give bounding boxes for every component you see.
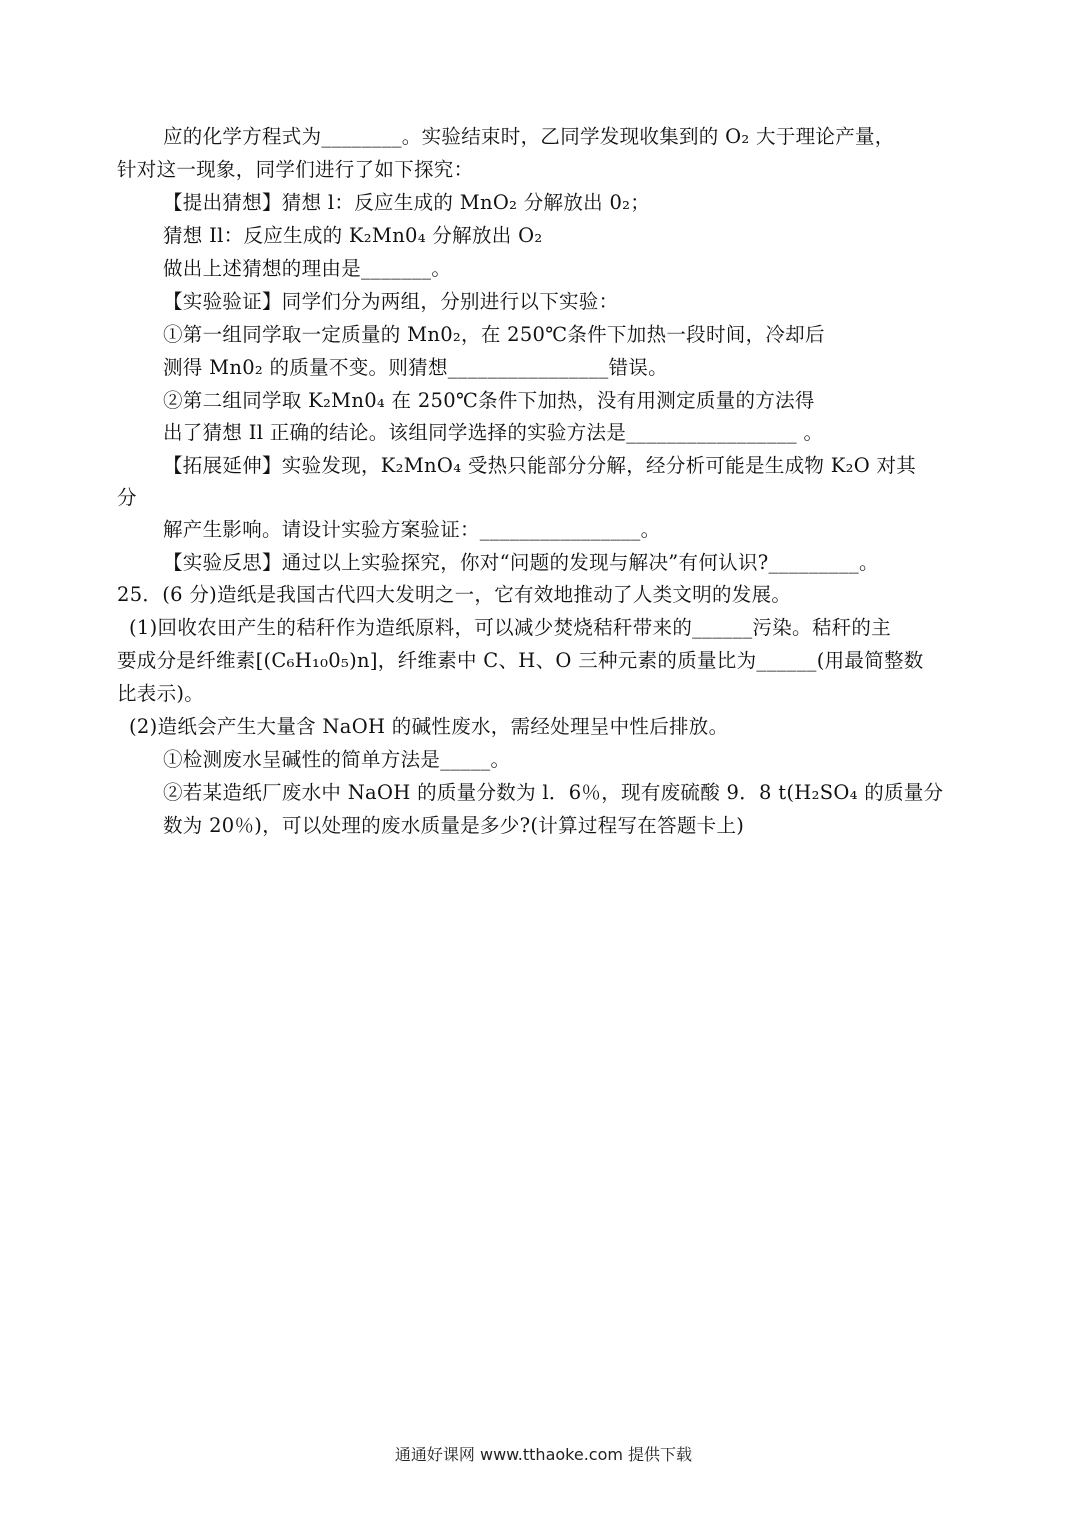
text-line: 解产生影响。请设计实验方案验证：________________。 [163,518,661,541]
text-line: 分 [117,486,137,509]
text-line: ②若某造纸厂废水中 NaOH 的质量分数为 l．6％，现有废硫酸 9．8 t(H₂SO₄ 的质量分 [163,781,944,804]
text-line: 测得 Mn0₂ 的质量不变。则猜想________________错误。 [163,356,668,379]
text-line: 猜想 Il：反应生成的 K₂Mn0₄ 分解放出 O₂ [163,224,543,247]
text-line: 【实验验证】同学们分为两组，分别进行以下实验： [163,290,619,313]
text-line: 比表示)。 [117,682,205,705]
page-footer: 通通好课网 www.tthaoke.com 提供下载 [394,1445,693,1464]
text-line: ①检测废水呈碱性的简单方法是_____。 [163,748,511,771]
text-line: 数为 20％)，可以处理的废水质量是多少?(计算过程写在答题卡上) [163,814,745,837]
text-line: 【拓展延伸】实验发现，K₂MnO₄ 受热只能部分分解，经分析可能是生成物 K₂O 对其 [163,454,917,477]
text-line: (2)造纸会产生大量含 NaOH 的碱性废水，需经处理呈中性后排放。 [129,715,729,738]
text-line: (1)回收农田产生的秸秆作为造纸原料，可以减少焚烧秸秆带来的______污染。秸秆的主 [129,616,892,639]
text-line: 针对这一现象，同学们进行了如下探究： [117,158,474,181]
text-line: 出了猜想 Il 正确的结论。该组同学选择的实验方法是_________________ 。 [163,421,824,444]
text-line: 应的化学方程式为________。实验结束时，乙同学发现收集到的 O₂ 大于理论产量， [163,125,895,148]
text-line: ②第二组同学取 K₂Mn0₄ 在 250℃条件下加热，没有用测定质量的方法得 [163,389,815,412]
question-heading: 25．(6 分)造纸是我国古代四大发明之一，它有效地推动了人类文明的发展。 [117,583,792,606]
text-line: 【实验反思】通过以上实验探究，你对“问题的发现与解决”有何认识?_________。 [163,551,879,574]
text-line: 【提出猜想】猜想 l：反应生成的 MnO₂ 分解放出 0₂； [163,191,651,214]
text-line: ①第一组同学取一定质量的 Mn0₂，在 250℃条件下加热一段时间，冷却后 [163,323,825,346]
text-line: 做出上述猜想的理由是_______。 [163,257,452,280]
text-line: 要成分是纤维素[(C₆H₁₀0₅)n]，纤维素中 C、H、O 三种元素的质量比为______(用最简整数 [117,649,924,672]
